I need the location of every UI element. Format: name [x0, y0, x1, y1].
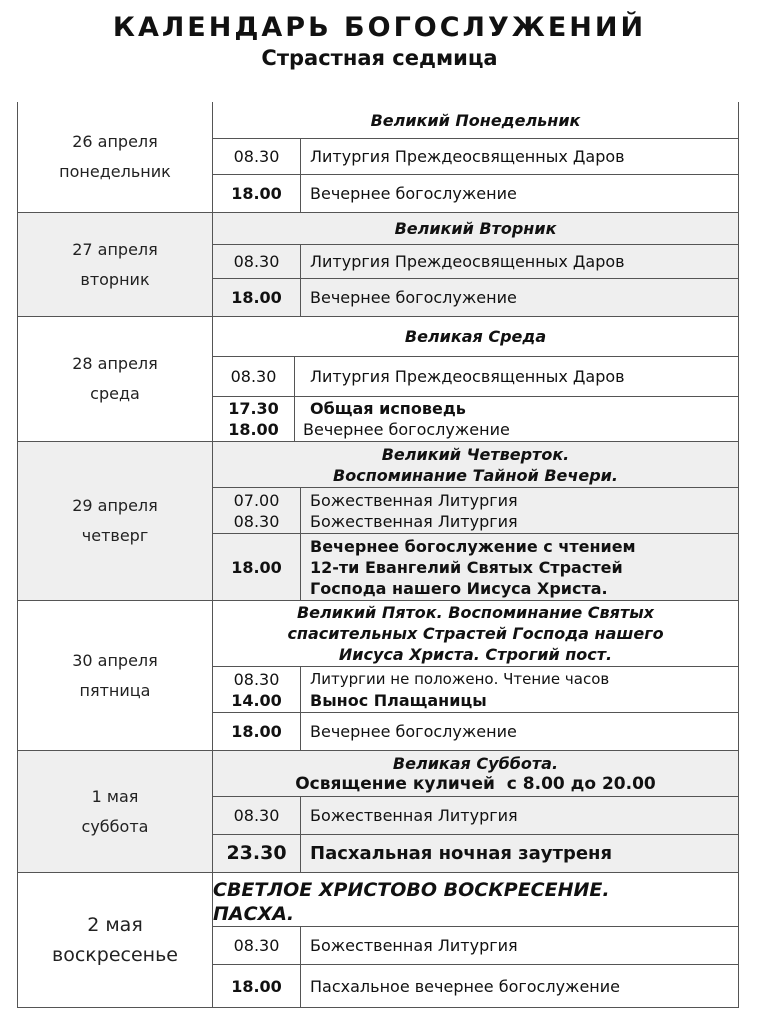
service-row: [213, 534, 738, 600]
page-title: КАЛЕНДАРЬ БОГОСЛУЖЕНИЙ: [112, 12, 647, 43]
service-time: 08.30: [213, 927, 301, 964]
day-block-apr-26: [18, 102, 738, 213]
weekday-label: среда: [90, 384, 140, 403]
service-row: [213, 965, 738, 1007]
service-name: Литургии не положено. Чтение часов Вынос Плащаницы: [310, 669, 610, 710]
schedule-table: [17, 102, 739, 1008]
service-row: [213, 175, 738, 212]
date-cell: [18, 751, 212, 872]
service-time: 07.00 08.30: [213, 488, 301, 533]
services-cell: [212, 751, 738, 872]
service-row: [213, 279, 738, 316]
service-name: Божественная Литургия: [310, 806, 518, 825]
service-time: 08.30: [213, 357, 295, 396]
date-label: 2 мая: [87, 914, 143, 936]
weekday-label: суббота: [81, 816, 149, 836]
weekday-label: понедельник: [59, 162, 171, 181]
day-title: Великий Пяток. Воспоминание Святых спасительных Страстей Господа нашего Иисуса Христа. Строгий пост.: [213, 601, 738, 667]
service-time: 23.30: [213, 835, 301, 872]
service-row: [213, 797, 738, 835]
service-time: 17.30 18.00: [213, 397, 295, 441]
day-title: СВЕТЛОЕ ХРИСТОВО ВОСКРЕСЕНИЕ. ПАСХА.: [213, 873, 738, 927]
service-time: 18.00: [213, 965, 301, 1007]
date-cell: [18, 873, 212, 1007]
service-time: 18.00: [213, 279, 301, 316]
service-time: 18.00: [213, 175, 301, 212]
day-title: Великий Понедельник: [213, 102, 738, 139]
service-row: [213, 357, 738, 397]
page-subtitle: Страстная седмица: [261, 46, 498, 70]
service-name: Божественная Литургия: [310, 936, 518, 955]
date-label: 29 апреля: [72, 496, 158, 515]
service-name: Пасхальное вечернее богослужение: [310, 976, 621, 996]
date-label: 1 мая: [91, 786, 139, 806]
service-name: Общая исповедь Вечернее богослужение: [303, 399, 510, 439]
service-time: 08.30 14.00: [213, 667, 301, 712]
services-cell: [212, 317, 738, 441]
service-row: [213, 488, 738, 534]
service-row: [213, 667, 738, 713]
day-block-apr-28: [18, 317, 738, 442]
date-label: 26 апреля: [72, 132, 158, 151]
service-time: 08.30: [213, 139, 301, 174]
day-title: Великий Четверток. Воспоминание Тайной Вечери.: [213, 442, 738, 488]
date-label: 27 апреля: [72, 239, 158, 259]
service-name: Божественная Литургия Божественная Литургия: [310, 490, 518, 531]
weekday-label: пятница: [79, 680, 151, 700]
service-name: Вечернее богослужение: [310, 722, 517, 741]
date-label: 28 апреля: [72, 354, 158, 373]
service-name: Вечернее богослужение: [310, 288, 517, 307]
day-block-may-2: [18, 873, 738, 1008]
services-cell: [212, 873, 738, 1007]
services-cell: [212, 601, 738, 750]
services-cell: [212, 102, 738, 212]
date-cell: [18, 601, 212, 750]
service-row: [213, 835, 738, 872]
weekday-label: вторник: [80, 269, 150, 289]
service-time: 08.30: [213, 245, 301, 278]
service-row: [213, 139, 738, 175]
date-cell: [18, 442, 212, 600]
page-header: [0, 0, 759, 102]
service-row: [213, 713, 738, 750]
weekday-label: четверг: [81, 526, 149, 545]
day-block-apr-30: [18, 601, 738, 751]
service-name: Пасхальная ночная заутреня: [310, 843, 613, 864]
service-row: [213, 397, 738, 441]
service-name: Литургия Преждеосвященных Даров: [310, 147, 625, 166]
service-time: 08.30: [213, 797, 301, 834]
day-title: Великий Вторник: [213, 213, 738, 245]
date-cell: [18, 317, 212, 441]
service-time: 18.00: [213, 713, 301, 750]
date-cell: [18, 213, 212, 316]
date-cell: [18, 102, 212, 212]
day-title: Великая Суббота. Освящение куличей с 8.00 до 20.00: [213, 751, 738, 797]
day-block-apr-27: [18, 213, 738, 317]
weekday-label: воскресенье: [52, 944, 178, 966]
services-cell: [212, 213, 738, 316]
services-cell: [212, 442, 738, 600]
day-block-may-1: [18, 751, 738, 873]
service-name: Вечернее богослужение: [310, 184, 517, 203]
date-label: 30 апреля: [72, 650, 158, 670]
service-row: [213, 927, 738, 965]
service-time: 18.00: [213, 534, 301, 600]
day-title: Великая Среда: [213, 317, 738, 357]
service-name: Литургия Преждеосвященных Даров: [310, 252, 625, 271]
day-block-apr-29: [18, 442, 738, 601]
service-row: [213, 245, 738, 279]
service-name: Вечернее богослужение с чтением 12-ти Евангелий Святых Страстей Господа нашего Иисуса Христа.: [310, 536, 636, 598]
service-name: Литургия Преждеосвященных Даров: [310, 367, 625, 386]
